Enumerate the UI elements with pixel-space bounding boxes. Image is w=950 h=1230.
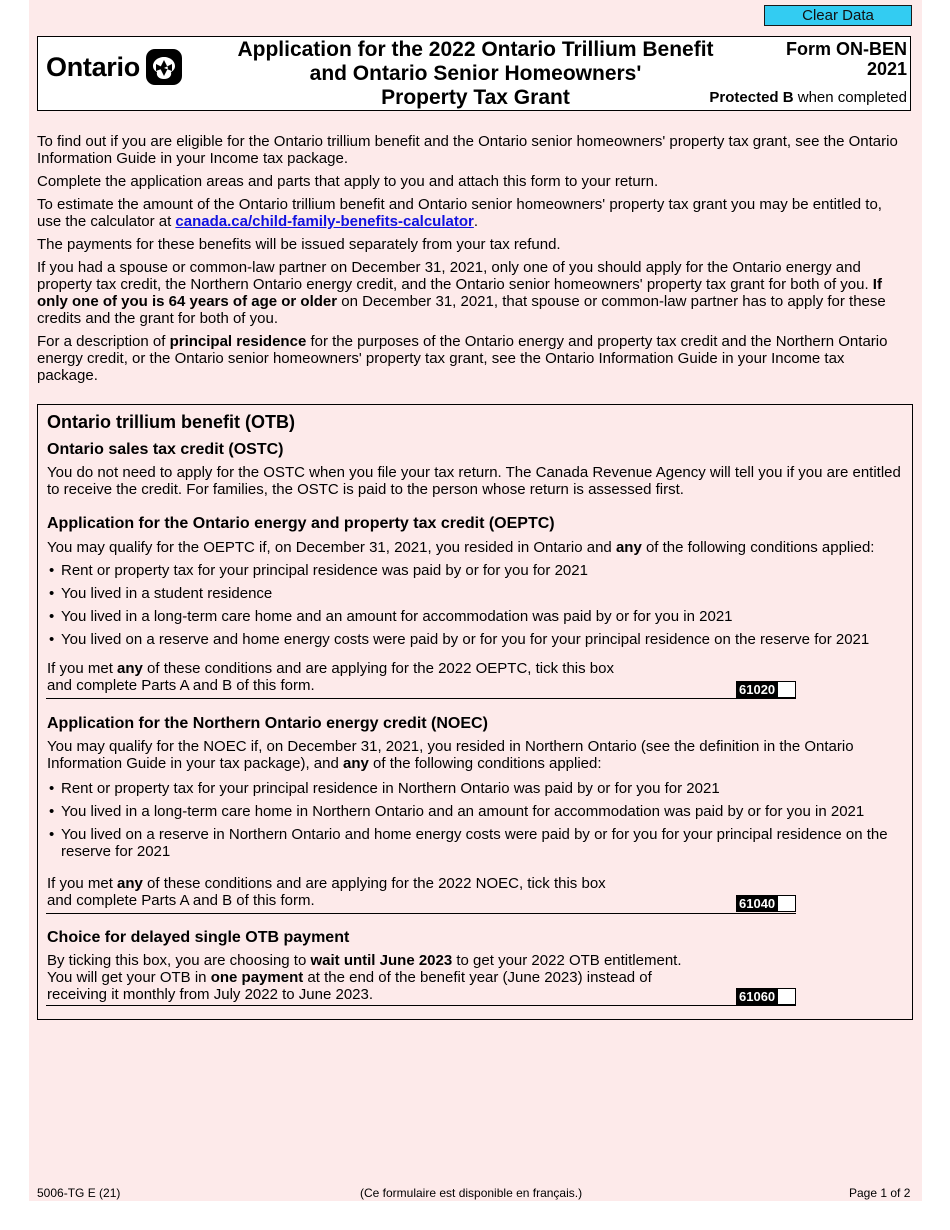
intro-spouse-bold: If only one of you is 64 years of age or older <box>37 276 882 310</box>
clear-data-button[interactable]: Clear Data <box>764 5 912 26</box>
oeptc-tick-line2: and complete Parts A and B of this form. <box>47 677 315 694</box>
noec-tick-line2: and complete Parts A and B of this form. <box>47 892 315 909</box>
line-code-61060: 61060 <box>736 988 778 1005</box>
ontario-logo <box>46 47 182 87</box>
ostc-text: You do not need to apply for the OSTC when you file your tax return. The Canada Revenue Agency will tell you if you are entitled to receive the credit. For families, the OSTC is paid to the person whose return is assessed first. <box>47 464 901 498</box>
noec-condition: • You lived in a long-term care home in Northern Ontario and an amount for accommodation was paid by or for you in 2021 <box>47 803 907 820</box>
oeptc-conditions <box>47 562 907 654</box>
intro-eligibility: To find out if you are eligible for the Ontario trillium benefit and the Ontario senior homeowners' property tax grant, see the Ontario Information Guide in your Income tax package. <box>37 133 898 167</box>
intro-payments: The payments for these benefits will be issued separately from your tax refund. <box>37 236 561 253</box>
oeptc-heading: Application for the Ontario energy and property tax credit (OEPTC) <box>47 515 555 532</box>
delay-text <box>47 952 747 1003</box>
intro-calculator-text: To estimate the amount of the Ontario trillium benefit and Ontario senior homeowners' property tax grant you may be entitled to, use the calculator at <box>37 196 882 230</box>
footer-french-note: (Ce formulaire est disponible en français.) <box>360 1186 583 1200</box>
title-line-1: Application for the 2022 Ontario Trillium Benefit <box>237 38 714 61</box>
oeptc-tick-instructions <box>47 660 747 694</box>
oeptc-rule <box>46 698 796 699</box>
oeptc-condition: • You lived on a reserve and home energy costs were paid by or for you for your principal residence on the reserve for 2021 <box>47 631 907 648</box>
otb-heading: Ontario trillium benefit (OTB) <box>47 412 295 432</box>
oeptc-intro-rest: of the following conditions applied: <box>641 539 875 556</box>
noec-conditions <box>47 780 907 866</box>
intro-spouse <box>37 259 907 327</box>
noec-rule <box>46 913 796 914</box>
otb-section <box>37 404 913 1020</box>
form-number: Form ON-BEN <box>786 39 907 59</box>
footer-page-number: Page 1 of 2 <box>849 1186 911 1200</box>
delay-line1-text: By ticking this box, you are choosing to <box>47 952 311 969</box>
oeptc-intro <box>47 539 907 556</box>
protected-notice <box>709 89 907 106</box>
intro-calculator <box>37 196 907 230</box>
intro-residence-text: For a description of <box>37 333 170 350</box>
oeptc-tick-rest: of these conditions and are applying for the 2022 OEPTC, tick this box <box>142 660 614 677</box>
noec-checkbox[interactable] <box>777 895 796 912</box>
intro-residence-rest: for the purposes of the Ontario energy and property tax credit and the Northern Ontario energy credit, or the Ontario senior homeowners' property tax grant, see the Ontario Information Guide in your Income tax package. <box>37 333 888 384</box>
noec-intro-rest: of the following conditions applied: <box>368 755 602 772</box>
intro-calculator-end: . <box>473 213 479 230</box>
oeptc-condition: • You lived in a student residence <box>47 585 907 602</box>
form-identifier <box>786 39 907 79</box>
delay-line3: receiving it monthly from July 2022 to June 2023. <box>47 986 374 1003</box>
noec-condition: • Rent or property tax for your principal residence in Northern Ontario was paid by or for you for 2021 <box>47 780 907 797</box>
trillium-icon <box>146 49 182 85</box>
intro-residence-bold: principal residence <box>169 333 307 350</box>
protected-rest: when completed <box>793 89 907 106</box>
noec-heading: Application for the Northern Ontario energy credit (NOEC) <box>47 715 488 732</box>
noec-tick-instructions <box>47 875 747 909</box>
calculator-link[interactable]: canada.ca/child-family-benefits-calculator <box>175 213 474 230</box>
title-line-2: and Ontario Senior Homeowners' <box>309 62 642 85</box>
oeptc-tick-bold: any <box>117 660 143 677</box>
delay-line2-text: You will get your OTB in <box>47 969 211 986</box>
logo-text: Ontario <box>46 51 140 82</box>
oeptc-intro-text: You may qualify for the OEPTC if, on December 31, 2021, you resided in Ontario and <box>47 539 616 556</box>
delay-heading: Choice for delayed single OTB payment <box>47 929 350 946</box>
oeptc-intro-bold: any <box>615 539 642 556</box>
intro-spouse-rest: on December 31, 2021, that spouse or common-law partner has to apply for these credits and the grant for both of you. <box>37 293 886 327</box>
line-code-61040: 61040 <box>736 895 778 912</box>
delay-line2-rest: at the end of the benefit year (June 2023) instead of <box>303 969 652 986</box>
form-title <box>218 38 733 110</box>
form-header <box>37 36 911 111</box>
protected-level: Protected B <box>709 89 794 106</box>
title-line-3: Property Tax Grant <box>381 86 570 109</box>
intro-spouse-text: If you had a spouse or common-law partner on December 31, 2021, only one of you should apply for the Ontario energy and property tax credit, the Northern Ontario energy credit, and the Ontario senior homeowners' property tax grant for both of you. <box>37 259 873 293</box>
oeptc-checkbox[interactable] <box>777 681 796 698</box>
form-year: 2021 <box>866 59 907 79</box>
noec-intro-text: You may qualify for the NOEC if, on December 31, 2021, you resided in Northern Ontario (see the definition in the Ontario Information Guide in your tax package), and <box>47 738 854 772</box>
noec-tick-rest: of these conditions and are applying for the 2022 NOEC, tick this box <box>142 875 606 892</box>
oeptc-condition: • Rent or property tax for your principal residence was paid by or for you for 2021 <box>47 562 907 579</box>
intro-residence <box>37 333 907 384</box>
noec-intro <box>47 738 907 772</box>
footer-form-code: 5006-TG E (21) <box>37 1186 121 1200</box>
intro-complete: Complete the application areas and parts that apply to you and attach this form to your return. <box>37 173 659 190</box>
noec-condition: • You lived on a reserve in Northern Ontario and home energy costs were paid by or for you for your principal residence on the reserve for 2021 <box>47 826 907 860</box>
ostc-heading: Ontario sales tax credit (OSTC) <box>47 441 284 458</box>
delay-checkbox[interactable] <box>777 988 796 1005</box>
oeptc-condition: • You lived in a long-term care home and an amount for accommodation was paid by or for you in 2021 <box>47 608 907 625</box>
delay-line1-rest: to get your 2022 OTB entitlement. <box>452 952 682 969</box>
noec-tick-text: If you met <box>47 875 118 892</box>
noec-tick-bold: any <box>117 875 143 892</box>
line-code-61020: 61020 <box>736 681 778 698</box>
delay-line2-bold: one payment <box>210 969 304 986</box>
delay-rule <box>46 1005 796 1006</box>
noec-intro-bold: any <box>343 755 369 772</box>
oeptc-tick-text: If you met <box>47 660 118 677</box>
intro-section <box>37 133 907 390</box>
delay-line1-bold: wait until June 2023 <box>310 952 453 969</box>
